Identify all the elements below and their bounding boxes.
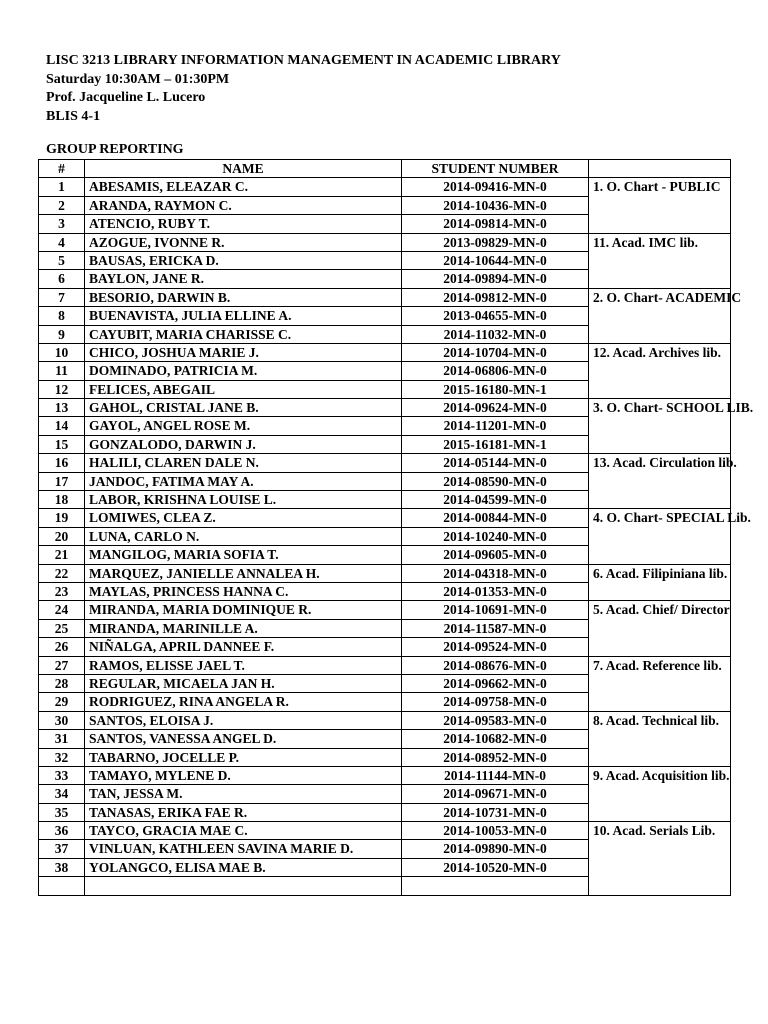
student-name: ABESAMIS, ELEAZAR C. bbox=[85, 178, 402, 196]
row-number: 17 bbox=[39, 472, 85, 490]
student-name: RAMOS, ELISSE JAEL T. bbox=[85, 656, 402, 674]
row-number: 10 bbox=[39, 343, 85, 361]
student-name: ATENCIO, RUBY T. bbox=[85, 215, 402, 233]
student-number: 2014-09890-MN-0 bbox=[402, 840, 589, 858]
class-schedule: Saturday 10:30AM – 01:30PM bbox=[46, 71, 230, 87]
table-body bbox=[39, 178, 754, 895]
group-reporting-table bbox=[38, 159, 754, 896]
row-number: 33 bbox=[39, 766, 85, 784]
student-name-empty bbox=[85, 877, 402, 895]
row-number: 29 bbox=[39, 693, 85, 711]
row-number: 5 bbox=[39, 251, 85, 269]
table-row bbox=[39, 454, 731, 472]
student-number: 2014-10520-MN-0 bbox=[402, 858, 589, 876]
student-number: 2013-04655-MN-0 bbox=[402, 307, 589, 325]
student-name: REGULAR, MICAELA JAN H. bbox=[85, 674, 402, 692]
student-name: SANTOS, ELOISA J. bbox=[85, 711, 402, 729]
student-name: RODRIGUEZ, RINA ANGELA R. bbox=[85, 693, 402, 711]
student-number: 2014-05144-MN-0 bbox=[402, 454, 589, 472]
student-name: MANGILOG, MARIA SOFIA T. bbox=[85, 546, 402, 564]
report-group-cell: 12. Acad. Archives lib. bbox=[589, 343, 731, 398]
student-name: SANTOS, VANESSA ANGEL D. bbox=[85, 730, 402, 748]
student-number: 2014-10691-MN-0 bbox=[402, 601, 589, 619]
student-name: NIÑALGA, APRIL DANNEE F. bbox=[85, 638, 402, 656]
report-group-cell: 9. Acad. Acquisition lib. bbox=[589, 766, 731, 821]
report-group-cell: 10. Acad. Serials Lib. bbox=[589, 822, 731, 896]
table-row bbox=[39, 288, 731, 306]
table-row bbox=[39, 399, 731, 417]
row-number: 23 bbox=[39, 582, 85, 600]
row-number: 6 bbox=[39, 270, 85, 288]
student-number: 2014-10704-MN-0 bbox=[402, 343, 589, 361]
student-name: GAYOL, ANGEL ROSE M. bbox=[85, 417, 402, 435]
row-number: 35 bbox=[39, 803, 85, 821]
student-name: ARANDA, RAYMON C. bbox=[85, 196, 402, 214]
student-number: 2014-10731-MN-0 bbox=[402, 803, 589, 821]
student-number: 2014-04318-MN-0 bbox=[402, 564, 589, 582]
row-number: 21 bbox=[39, 546, 85, 564]
student-name: MIRANDA, MARIA DOMINIQUE R. bbox=[85, 601, 402, 619]
row-number: 24 bbox=[39, 601, 85, 619]
row-number-empty bbox=[39, 877, 85, 895]
report-group-cell: 11. Acad. IMC lib. bbox=[589, 233, 731, 288]
section-name: BLIS 4-1 bbox=[46, 108, 101, 124]
table-row bbox=[39, 343, 731, 361]
student-name: GAHOL, CRISTAL JANE B. bbox=[85, 399, 402, 417]
student-number: 2014-09758-MN-0 bbox=[402, 693, 589, 711]
report-group-cell: 3. O. Chart- SCHOOL LIB. bbox=[589, 399, 731, 454]
document-header bbox=[46, 52, 561, 126]
student-number: 2014-04599-MN-0 bbox=[402, 491, 589, 509]
student-number: 2014-10682-MN-0 bbox=[402, 730, 589, 748]
table-row bbox=[39, 509, 731, 527]
student-name: TAN, JESSA M. bbox=[85, 785, 402, 803]
header-number: # bbox=[39, 160, 85, 178]
row-number: 18 bbox=[39, 491, 85, 509]
student-number: 2014-08952-MN-0 bbox=[402, 748, 589, 766]
row-number: 7 bbox=[39, 288, 85, 306]
row-number: 1 bbox=[39, 178, 85, 196]
report-group-cell: 4. O. Chart- SPECIAL Lib. bbox=[589, 509, 731, 564]
student-number: 2014-09662-MN-0 bbox=[402, 674, 589, 692]
student-number: 2014-09416-MN-0 bbox=[402, 178, 589, 196]
student-number: 2014-11144-MN-0 bbox=[402, 766, 589, 784]
row-number: 28 bbox=[39, 674, 85, 692]
student-number: 2013-09829-MN-0 bbox=[402, 233, 589, 251]
student-name: CHICO, JOSHUA MARIE J. bbox=[85, 343, 402, 361]
student-name: BAUSAS, ERICKA D. bbox=[85, 251, 402, 269]
table-row bbox=[39, 711, 731, 729]
student-number: 2014-06806-MN-0 bbox=[402, 362, 589, 380]
student-number: 2014-09583-MN-0 bbox=[402, 711, 589, 729]
student-name: TAYCO, GRACIA MAE C. bbox=[85, 822, 402, 840]
student-name: JANDOC, FATIMA MAY A. bbox=[85, 472, 402, 490]
row-number: 2 bbox=[39, 196, 85, 214]
row-number: 8 bbox=[39, 307, 85, 325]
student-name: LOMIWES, CLEA Z. bbox=[85, 509, 402, 527]
table-row bbox=[39, 178, 731, 196]
table-row bbox=[39, 656, 731, 674]
row-number: 36 bbox=[39, 822, 85, 840]
report-group-cell: 1. O. Chart - PUBLIC bbox=[589, 178, 731, 233]
student-number: 2014-09605-MN-0 bbox=[402, 546, 589, 564]
student-number: 2014-01353-MN-0 bbox=[402, 582, 589, 600]
student-name: VINLUAN, KATHLEEN SAVINA MARIE D. bbox=[85, 840, 402, 858]
student-number: 2014-10053-MN-0 bbox=[402, 822, 589, 840]
header-name: NAME bbox=[85, 160, 402, 178]
student-name: TABARNO, JOCELLE P. bbox=[85, 748, 402, 766]
student-name: MAYLAS, PRINCESS HANNA C. bbox=[85, 582, 402, 600]
student-number: 2014-11032-MN-0 bbox=[402, 325, 589, 343]
professor-name: Prof. Jacqueline L. Lucero bbox=[46, 90, 206, 105]
student-number: 2014-09814-MN-0 bbox=[402, 215, 589, 233]
row-number: 25 bbox=[39, 619, 85, 637]
header-student-number: STUDENT NUMBER bbox=[402, 160, 589, 178]
row-number: 9 bbox=[39, 325, 85, 343]
row-number: 16 bbox=[39, 454, 85, 472]
table-row bbox=[39, 601, 731, 619]
student-number: 2014-09624-MN-0 bbox=[402, 399, 589, 417]
header-group bbox=[589, 160, 731, 178]
row-number: 38 bbox=[39, 858, 85, 876]
student-name: AZOGUE, IVONNE R. bbox=[85, 233, 402, 251]
student-name: DOMINADO, PATRICIA M. bbox=[85, 362, 402, 380]
student-name: LABOR, KRISHNA LOUISE L. bbox=[85, 491, 402, 509]
student-name: BESORIO, DARWIN B. bbox=[85, 288, 402, 306]
table-header-row bbox=[39, 160, 731, 178]
table-row bbox=[39, 822, 731, 840]
student-name: CAYUBIT, MARIA CHARISSE C. bbox=[85, 325, 402, 343]
row-number: 27 bbox=[39, 656, 85, 674]
student-name: TANASAS, ERIKA FAE R. bbox=[85, 803, 402, 821]
student-number: 2014-09812-MN-0 bbox=[402, 288, 589, 306]
report-group-cell: 6. Acad. Filipiniana lib. bbox=[589, 564, 731, 601]
student-number: 2014-10436-MN-0 bbox=[402, 196, 589, 214]
student-name: MARQUEZ, JANIELLE ANNALEA H. bbox=[85, 564, 402, 582]
row-number: 34 bbox=[39, 785, 85, 803]
student-name: GONZALODO, DARWIN J. bbox=[85, 435, 402, 453]
student-name: BAYLON, JANE R. bbox=[85, 270, 402, 288]
report-group-cell: 2. O. Chart- ACADEMIC bbox=[589, 288, 731, 343]
report-group-cell: 13. Acad. Circulation lib. bbox=[589, 454, 731, 509]
student-name: LUNA, CARLO N. bbox=[85, 527, 402, 545]
row-number: 31 bbox=[39, 730, 85, 748]
row-number: 3 bbox=[39, 215, 85, 233]
report-group-cell: 5. Acad. Chief/ Director bbox=[589, 601, 731, 656]
row-number: 37 bbox=[39, 840, 85, 858]
student-name: BUENAVISTA, JULIA ELLINE A. bbox=[85, 307, 402, 325]
row-number: 13 bbox=[39, 399, 85, 417]
table-row bbox=[39, 233, 731, 251]
row-number: 11 bbox=[39, 362, 85, 380]
row-number: 19 bbox=[39, 509, 85, 527]
row-number: 4 bbox=[39, 233, 85, 251]
student-number: 2015-16180-MN-1 bbox=[402, 380, 589, 398]
report-group-cell: 8. Acad. Technical lib. bbox=[589, 711, 731, 766]
report-group-cell: 7. Acad. Reference lib. bbox=[589, 656, 731, 711]
student-name: YOLANGCO, ELISA MAE B. bbox=[85, 858, 402, 876]
row-number: 30 bbox=[39, 711, 85, 729]
student-number: 2014-08676-MN-0 bbox=[402, 656, 589, 674]
student-number: 2014-10240-MN-0 bbox=[402, 527, 589, 545]
student-number: 2014-08590-MN-0 bbox=[402, 472, 589, 490]
student-number: 2014-09671-MN-0 bbox=[402, 785, 589, 803]
student-name: FELICES, ABEGAIL bbox=[85, 380, 402, 398]
row-number: 14 bbox=[39, 417, 85, 435]
row-number: 26 bbox=[39, 638, 85, 656]
row-number: 12 bbox=[39, 380, 85, 398]
student-number: 2015-16181-MN-1 bbox=[402, 435, 589, 453]
student-number: 2014-10644-MN-0 bbox=[402, 251, 589, 269]
course-title: LISC 3213 LIBRARY INFORMATION MANAGEMENT IN ACADEMIC LIBRARY bbox=[46, 53, 561, 68]
student-name: MIRANDA, MARINILLE A. bbox=[85, 619, 402, 637]
student-number: 2014-11201-MN-0 bbox=[402, 417, 589, 435]
row-number: 15 bbox=[39, 435, 85, 453]
student-number: 2014-09524-MN-0 bbox=[402, 638, 589, 656]
table-row bbox=[39, 564, 731, 582]
table-row bbox=[39, 766, 731, 784]
row-number: 32 bbox=[39, 748, 85, 766]
row-number: 20 bbox=[39, 527, 85, 545]
student-number: 2014-00844-MN-0 bbox=[402, 509, 589, 527]
student-number-empty bbox=[402, 877, 589, 895]
student-name: TAMAYO, MYLENE D. bbox=[85, 766, 402, 784]
student-number: 2014-11587-MN-0 bbox=[402, 619, 589, 637]
student-name: HALILI, CLAREN DALE N. bbox=[85, 454, 402, 472]
table-caption: GROUP REPORTING bbox=[46, 142, 184, 157]
student-number: 2014-09894-MN-0 bbox=[402, 270, 589, 288]
row-number: 22 bbox=[39, 564, 85, 582]
